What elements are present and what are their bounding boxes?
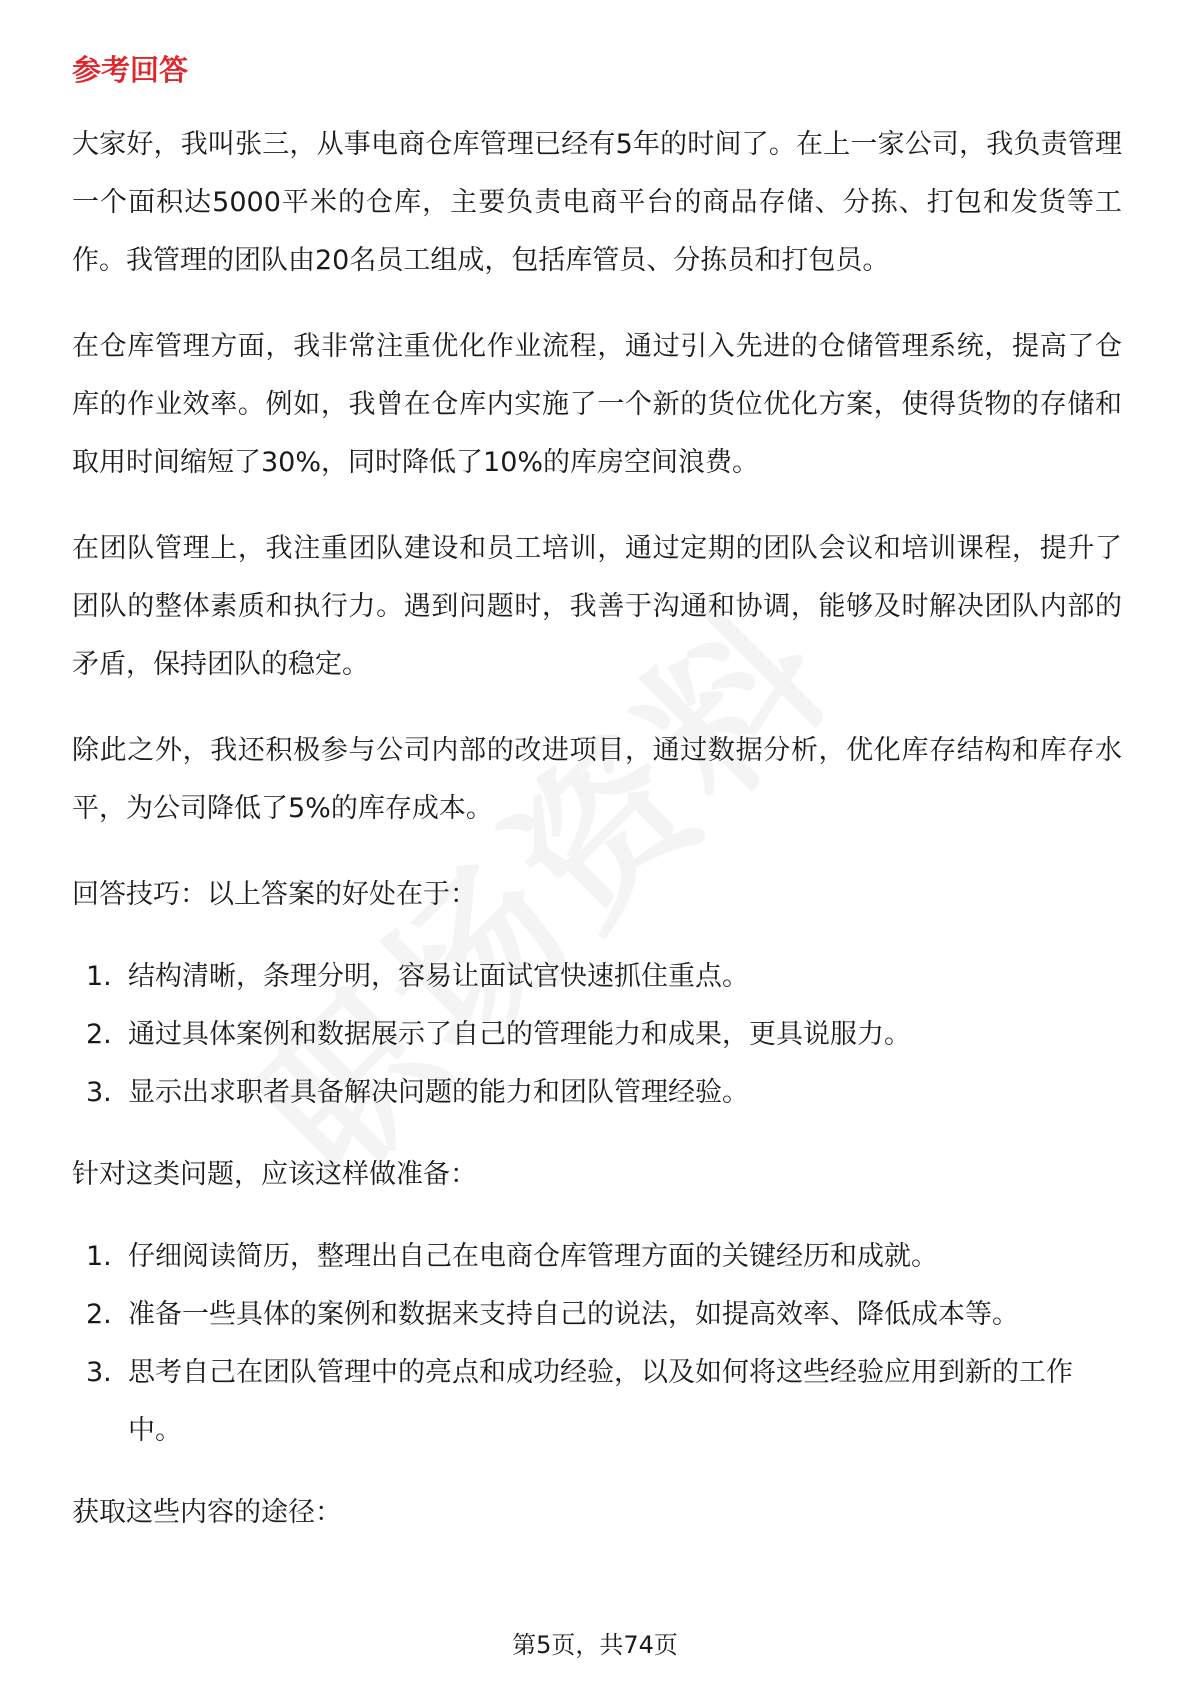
list-number: 1. [86,1241,112,1272]
list-item [72,1228,1122,1286]
list-text: 仔细阅读简历，整理出自己在电商仓库管理方面的关键经历和成就。 [128,1241,938,1272]
list-text: 准备一些具体的案例和数据来支持自己的说法，如提高效率、降低成本等。 [128,1299,1019,1330]
list-text: 结构清晰，条理分明，容易让面试官快速抓住重点。 [128,961,749,992]
page-footer: 第5页，共74页 [512,1631,678,1659]
list-number: 2. [86,1019,112,1050]
paragraph-improvement: 除此之外，我还积极参与公司内部的改进项目，通过数据分析，优化库存结构和库存水平，为公司降低了5%的库存成本。 [72,735,1122,824]
source-label: 获取这些内容的途径： [72,1497,342,1528]
list-text: 思考自己在团队管理中的亮点和成功经验，以及如何将这些经验应用到新的工作中。 [128,1357,1073,1446]
paragraph-warehouse: 在仓库管理方面，我非常注重优化作业流程，通过引入先进的仓储管理系统，提高了仓库的作业效率。例如，我曾在仓库内实施了一个新的货位优化方案，使得货物的存储和取用时间缩短了30%，同时降低了10%的库房空间浪费。 [72,331,1122,478]
list-number: 3. [86,1077,112,1108]
list-item [72,1286,1122,1344]
list-item [72,1006,1122,1064]
list-number: 3. [86,1357,112,1388]
list-text: 通过具体案例和数据展示了自己的管理能力和成果，更具说服力。 [128,1019,911,1050]
list-item [72,948,1122,1006]
prep-list [72,1228,1122,1460]
section-title: 参考回答 [72,53,189,87]
list-item [72,1344,1122,1460]
list-number: 1. [86,961,112,992]
document-page [72,48,1122,1566]
paragraph-team: 在团队管理上，我注重团队建设和员工培训，通过定期的团队会议和培训课程，提升了团队的整体素质和执行力。遇到问题时，我善于沟通和协调，能够及时解决团队内部的矛盾，保持团队的稳定。 [72,533,1122,680]
prep-label: 针对这类问题，应该这样做准备： [72,1159,477,1190]
list-item [72,1064,1122,1122]
list-number: 2. [86,1299,112,1330]
list-text: 显示出求职者具备解决问题的能力和团队管理经验。 [128,1077,749,1108]
tips-list [72,948,1122,1122]
tips-label: 回答技巧：以上答案的好处在于： [72,879,477,910]
paragraph-intro: 大家好，我叫张三，从事电商仓库管理已经有5年的时间了。在上一家公司，我负责管理一个面积达5000平米的仓库，主要负责电商平台的商品存储、分拣、打包和发货等工作。我管理的团队由20名员工组成，包括库管员、分拣员和打包员。 [72,129,1122,276]
